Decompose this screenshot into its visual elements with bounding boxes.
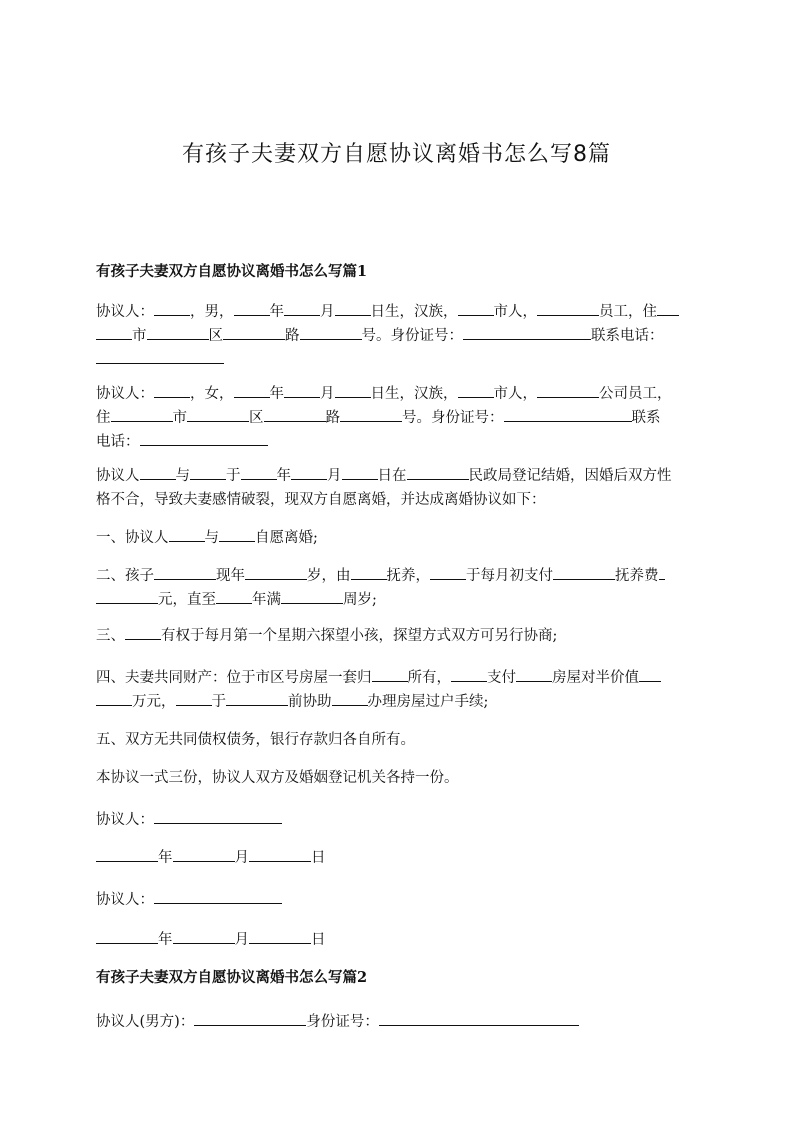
blank-underline xyxy=(537,382,599,398)
text-fragment: 周岁; xyxy=(343,592,377,608)
copies-statement xyxy=(96,766,701,790)
text-fragment: ，女， xyxy=(190,386,234,402)
blank-underline xyxy=(169,526,205,542)
text-fragment: 前协助 xyxy=(288,694,332,710)
text-fragment: 协议人： xyxy=(96,812,154,828)
blank-underline xyxy=(111,406,173,422)
text-fragment: 二、孩子 xyxy=(96,568,154,584)
text-fragment: 年 xyxy=(269,386,284,402)
signature-line-1 xyxy=(96,808,701,832)
date-line-1 xyxy=(96,846,701,870)
blank-underline xyxy=(657,300,679,316)
text-fragment: 自愿离婚; xyxy=(255,530,318,546)
blank-underline xyxy=(241,464,277,480)
blank-underline xyxy=(147,324,209,340)
text-line: 格不合，导致夫妻感情破裂，现双方自愿离婚，并达成离婚协议如下： xyxy=(96,492,546,508)
text-fragment: 日在 xyxy=(377,468,407,484)
text-line xyxy=(96,300,701,324)
blank-underline xyxy=(216,588,252,604)
blank-underline xyxy=(458,382,494,398)
text-fragment: 日生，汉族， xyxy=(370,304,458,320)
blank-underline xyxy=(249,846,311,862)
text-fragment: 年 xyxy=(269,304,284,320)
text-line: 五、双方无共同债权债务，银行存款归各自所有。 xyxy=(96,732,415,748)
text-line xyxy=(96,690,701,714)
blank-underline xyxy=(342,464,378,480)
blank-underline xyxy=(537,300,599,316)
blank-underline xyxy=(335,300,371,316)
clause-5 xyxy=(96,728,701,752)
text-line xyxy=(96,430,701,454)
text-fragment: 年 xyxy=(158,932,173,948)
text-line xyxy=(96,526,701,550)
blank-underline xyxy=(154,808,282,824)
section-heading-1: 有孩子夫妻双方自愿协议离婚书怎么写篇1 xyxy=(96,263,368,280)
text-fragment: 三、 xyxy=(96,628,125,644)
text-line xyxy=(96,928,701,952)
blank-underline xyxy=(96,690,132,706)
text-fragment: 公司员工， xyxy=(599,386,672,402)
blank-underline xyxy=(140,464,176,480)
text-fragment: 住 xyxy=(96,410,111,426)
text-fragment: 区 xyxy=(249,410,264,426)
blank-underline xyxy=(281,588,343,604)
text-fragment: 于 xyxy=(211,694,226,710)
text-fragment: ，男， xyxy=(190,304,234,320)
text-line xyxy=(96,624,701,648)
text-fragment: 与 xyxy=(204,530,219,546)
text-line xyxy=(96,588,701,612)
blank-underline xyxy=(96,324,132,340)
text-fragment: 市 xyxy=(132,328,147,344)
text-fragment: 协议人： xyxy=(96,386,154,402)
blank-underline xyxy=(335,382,371,398)
blank-underline xyxy=(154,564,216,580)
text-fragment: 协议人： xyxy=(96,892,154,908)
clause-2 xyxy=(96,564,701,612)
blank-underline xyxy=(372,666,408,682)
text-fragment: 元，直至 xyxy=(158,592,216,608)
blank-underline xyxy=(451,666,487,682)
blank-underline xyxy=(226,690,288,706)
text-fragment: 房屋对半价值 xyxy=(552,670,639,686)
text-fragment: 办理房屋过户手续; xyxy=(367,694,489,710)
text-fragment: 员工，住 xyxy=(599,304,657,320)
text-line xyxy=(96,1010,701,1034)
text-fragment: 有权于每月第一个星期六探望小孩，探望方式双方可另行协商; xyxy=(161,628,558,644)
text-line xyxy=(96,666,701,690)
text-fragment: 抚养费 xyxy=(615,568,659,584)
text-fragment: 路 xyxy=(325,410,340,426)
marriage-paragraph xyxy=(96,464,701,512)
blank-underline xyxy=(351,564,387,580)
date-line-2 xyxy=(96,928,701,952)
blank-underline xyxy=(154,382,190,398)
text-fragment: 于每月初支付 xyxy=(466,568,553,584)
text-fragment: 联系电话： xyxy=(591,328,664,344)
text-fragment: 月 xyxy=(234,850,249,866)
blank-underline xyxy=(187,406,249,422)
clause-3 xyxy=(96,624,701,648)
blank-underline xyxy=(379,1010,579,1026)
party-male-paragraph xyxy=(96,300,701,372)
blank-underline xyxy=(234,382,270,398)
text-fragment: 市人， xyxy=(493,386,537,402)
blank-underline xyxy=(96,348,224,364)
text-fragment: 协议人 xyxy=(96,468,140,484)
text-fragment: 市人， xyxy=(493,304,537,320)
text-fragment: 岁，由 xyxy=(307,568,351,584)
text-fragment: 日生，汉族， xyxy=(370,386,458,402)
text-line: 本协议一式三份，协议人双方及婚姻登记机关各持一份。 xyxy=(96,770,459,786)
blank-underline xyxy=(553,564,615,580)
blank-underline xyxy=(430,564,466,580)
text-line xyxy=(96,888,701,912)
text-fragment: 号。身份证号： xyxy=(402,410,504,426)
blank-underline xyxy=(284,300,320,316)
section2-party-line xyxy=(96,1010,701,1034)
blank-underline xyxy=(154,300,190,316)
text-fragment: 区 xyxy=(208,328,223,344)
text-fragment: 日 xyxy=(311,850,326,866)
party-female-paragraph xyxy=(96,382,701,454)
text-fragment: 四、夫妻共同财产：位于市区号房屋一套归 xyxy=(96,670,372,686)
text-fragment: 万元， xyxy=(132,694,176,710)
text-fragment: 现年 xyxy=(216,568,245,584)
text-fragment: 日 xyxy=(311,932,326,948)
blank-underline xyxy=(154,888,282,904)
text-fragment: 电话： xyxy=(96,434,140,450)
blank-underline xyxy=(291,464,327,480)
text-fragment: 抚养， xyxy=(386,568,430,584)
text-fragment: 所有， xyxy=(407,670,451,686)
text-line xyxy=(96,846,701,870)
text-fragment: 月 xyxy=(234,932,249,948)
text-fragment: 市 xyxy=(172,410,187,426)
blank-underline xyxy=(332,690,368,706)
blank-underline xyxy=(463,324,591,340)
blank-underline xyxy=(173,928,235,944)
text-fragment: 一、协议人 xyxy=(96,530,169,546)
text-fragment: 支付 xyxy=(487,670,516,686)
text-fragment: 月 xyxy=(327,468,342,484)
text-fragment: 身份证号： xyxy=(306,1014,379,1030)
text-fragment: 民政局登记结婚，因婚后双方性 xyxy=(468,468,672,484)
text-fragment: 号。身份证号： xyxy=(361,328,463,344)
text-fragment: 月 xyxy=(320,304,335,320)
blank-underline xyxy=(516,666,552,682)
blank-underline xyxy=(140,430,268,446)
text-fragment: 年满 xyxy=(252,592,281,608)
blank-underline xyxy=(340,406,402,422)
text-fragment: 年 xyxy=(276,468,291,484)
text-line xyxy=(96,464,701,488)
blank-underline xyxy=(173,846,235,862)
text-fragment: 联系 xyxy=(631,410,661,426)
blank-underline xyxy=(458,300,494,316)
text-fragment: 协议人： xyxy=(96,304,154,320)
text-fragment: 协议人(男方)： xyxy=(96,1014,195,1030)
blank-underline xyxy=(300,324,362,340)
blank-underline xyxy=(125,624,161,640)
text-line xyxy=(96,406,701,430)
text-line xyxy=(96,382,701,406)
blank-underline xyxy=(96,928,158,944)
blank-underline xyxy=(219,526,255,542)
text-fragment: 与 xyxy=(175,468,190,484)
blank-underline xyxy=(284,382,320,398)
text-line xyxy=(96,808,701,832)
page-title: 有孩子夫妻双方自愿协议离婚书怎么写8篇 xyxy=(182,142,611,167)
blank-underline xyxy=(264,406,326,422)
blank-underline xyxy=(245,564,307,580)
text-fragment: 年 xyxy=(158,850,173,866)
blank-underline xyxy=(223,324,285,340)
blank-underline xyxy=(190,464,226,480)
blank-underline xyxy=(249,928,311,944)
blank-underline xyxy=(96,846,158,862)
text-fragment: 于 xyxy=(226,468,241,484)
blank-underline xyxy=(407,464,469,480)
clause-4 xyxy=(96,666,701,714)
blank-underline xyxy=(176,690,212,706)
blank-underline xyxy=(504,406,632,422)
signature-line-2 xyxy=(96,888,701,912)
text-line xyxy=(96,324,701,348)
blank-underline xyxy=(194,1010,306,1026)
text-fragment: 路 xyxy=(285,328,300,344)
clause-1 xyxy=(96,526,701,550)
blank-underline xyxy=(96,588,158,604)
text-line xyxy=(96,564,701,588)
section-heading-2: 有孩子夫妻双方自愿协议离婚书怎么写篇2 xyxy=(96,969,368,986)
text-fragment: 月 xyxy=(320,386,335,402)
blank-underline xyxy=(659,564,665,580)
text-line xyxy=(96,348,701,372)
blank-underline xyxy=(639,666,661,682)
blank-underline xyxy=(234,300,270,316)
